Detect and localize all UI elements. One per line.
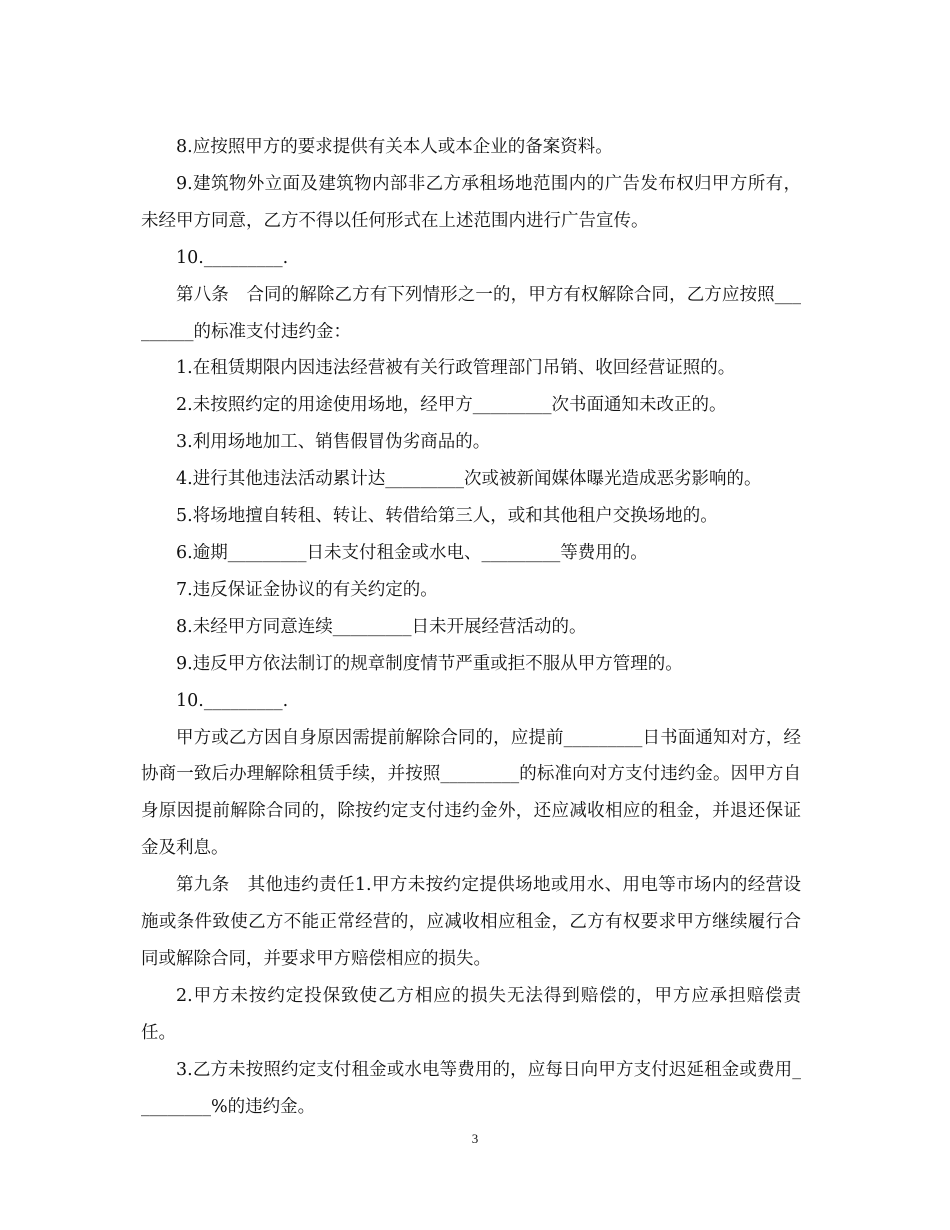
paragraph: 甲方或乙方因自身原因需提前解除合同的，应提前_________日书面通知对方，经协商一致后办理解除租赁手续，并按照_________的标准向对方支付违约金。因甲方自身原因提前解除合同的，除按约定支付违约金外，还应减收相应的租金，并退还保证金及利息。 bbox=[141, 727, 801, 859]
paragraph: 9.违反甲方依法制订的规章制度情节严重或拒不服从甲方管理的。 bbox=[176, 653, 683, 674]
paragraph: 3.乙方未按照约定支付租金或水电等费用的，应每日向甲方支付迟延租金或费用_________%的违约金。 bbox=[141, 1059, 801, 1117]
paragraph: 9.建筑物外立面及建筑物内部非乙方承租场地范围内的广告发布权归甲方所有，未经甲方同意，乙方不得以任何形式在上述范围内进行广告宣传。 bbox=[141, 173, 801, 231]
paragraph: 6.逾期_________日未支付租金或水电、_________等费用的。 bbox=[176, 542, 648, 563]
paragraph: 2.未按照约定的用途使用场地，经甲方_________次书面通知未改正的。 bbox=[176, 395, 727, 416]
paragraph: 3.利用场地加工、销售假冒伪劣商品的。 bbox=[176, 432, 491, 453]
document-body bbox=[141, 129, 801, 1125]
paragraph: 5.将场地擅自转租、转让、转借给第三人，或和其他租户交换场地的。 bbox=[176, 506, 718, 527]
paragraph: 10._________. bbox=[176, 690, 289, 711]
article-9-heading-paragraph: 第九条 其他违约责任1.甲方未按约定提供场地或用水、用电等市场内的经营设施或条件致使乙方不能正常经营的，应减收相应租金，乙方有权要求甲方继续履行合同或解除合同，并要求甲方赔偿相应的损失。 bbox=[141, 875, 801, 969]
paragraph: 8.应按照甲方的要求提供有关本人或本企业的备案资料。 bbox=[176, 137, 613, 157]
page-number: 3 bbox=[471, 1131, 479, 1146]
paragraph: 1.在租赁期限内因违法经营被有关行政管理部门吊销、收回经营证照的。 bbox=[176, 358, 736, 379]
article-8-heading-paragraph: 第八条 合同的解除乙方有下列情形之一的，甲方有权解除合同，乙方应按照_________的标准支付违约金： bbox=[141, 284, 801, 342]
paragraph: 2.甲方未按约定投保致使乙方相应的损失无法得到赔偿的，甲方应承担赔偿责任。 bbox=[141, 985, 801, 1043]
paragraph: 10._________. bbox=[176, 247, 289, 268]
paragraph: 7.违反保证金协议的有关约定的。 bbox=[176, 579, 438, 600]
paragraph: 4.进行其他违法活动累计达_________次或被新闻媒体曝光造成恶劣影响的。 bbox=[176, 469, 762, 490]
paragraph: 8.未经甲方同意连续_________日未开展经营活动的。 bbox=[176, 616, 587, 637]
